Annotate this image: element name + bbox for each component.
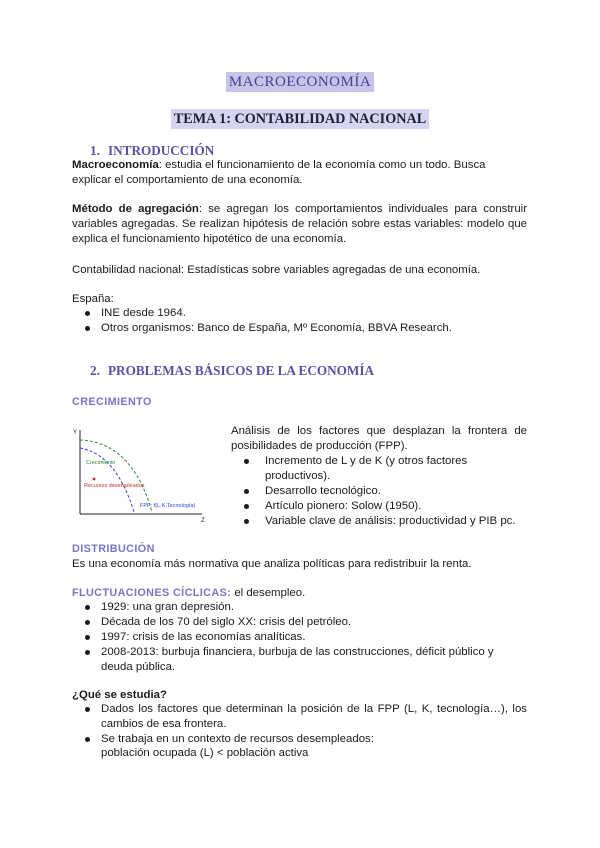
contabilidad-nacional-text: Contabilidad nacional: Estadísticas sobre variables agregadas de una economía.: [72, 264, 481, 276]
list-item: Década de los 70 del siglo XX: crisis del petróleo.: [72, 615, 527, 630]
section-2-heading: 2. PROBLEMAS BÁSICOS DE LA ECONOMÍA: [90, 363, 374, 378]
x-axis-label: Z: [201, 518, 205, 524]
distribucion-text: Es una economía más normativa que analiza políticas para redistribuir la renta.: [72, 558, 472, 570]
list-item: Desarrollo tecnológico.: [231, 484, 527, 499]
crecimiento-intro: Análisis de los factores que desplazan la frontera de posibilidades de producción (FPP).: [231, 425, 527, 452]
crecimiento-heading: CRECIMIENTO: [72, 396, 152, 408]
fpp-function-label: FPP: f(L,K,Tecnología): [140, 503, 196, 509]
list-item: INE desde 1964.: [72, 306, 527, 321]
macroeconomia-definition: Macroeconomía: estudia el funcionamiento de la economía como un todo. Busca explicar el comportamiento de una economía.: [72, 159, 486, 186]
document-title: MACROECONOMÍA: [0, 72, 600, 92]
y-axis-label: Y: [73, 430, 78, 436]
list-item: 1929: una gran depresión.: [72, 600, 527, 615]
list-item: Artículo pionero: Solow (1950).: [231, 499, 527, 514]
topic-title: TEMA 1: CONTABILIDAD NACIONAL: [0, 109, 600, 129]
list-item: Se trabaja en un contexto de recursos desempleados:: [72, 732, 527, 747]
unemployed-point: [93, 478, 96, 481]
que-estudia-heading: ¿Qué se estudia?: [72, 689, 167, 701]
list-item: 2008-2013: burbuja financiera, burbuja de las construcciones, déficit público y deuda pública.: [72, 645, 527, 675]
espana-label: España:: [72, 293, 114, 305]
fluctuaciones-list: [72, 600, 527, 675]
crecimiento-list: [231, 454, 527, 529]
espana-list: [72, 306, 527, 336]
growth-curve-label: Crecimiento: [86, 460, 116, 466]
distribucion-heading: DISTRIBUCIÓN: [72, 543, 155, 555]
fluctuaciones-heading-line: FLUCTUACIONES CÍCLICAS: el desempleo.: [72, 587, 306, 599]
list-item: Variable clave de análisis: productividad y PIB pc.: [231, 514, 527, 529]
agregacion-definition: Método de agregación: se agregan los comportamientos individuales para construir variables agregadas. Se realizan hipótesis de relación sobre estas variables: modelo que explica el funcionamiento hipotético de una economía.: [72, 203, 527, 245]
list-item: Incremento de L y de K (y otros factores productivos).: [231, 454, 527, 484]
fpp-inner-curve: [80, 448, 134, 512]
que-estudia-list: [72, 702, 527, 747]
section-1-heading: 1. INTRODUCCIÓN: [90, 143, 215, 158]
list-item: Otros organismos: Banco de España, Mº Economía, BBVA Research.: [72, 321, 527, 336]
list-item: 1997: crisis de las economías analíticas.: [72, 630, 527, 645]
unemployed-point-label: Recursos desempleados: [84, 483, 145, 489]
fluctuaciones-heading: FLUCTUACIONES CÍCLICAS:: [72, 587, 232, 599]
fpp-chart: [72, 426, 228, 526]
list-item: Dados los factores que determinan la posición de la FPP (L, K, tecnología…), los cambios de esa frontera.: [72, 702, 527, 732]
poblacion-inequality: población ocupada (L) < población activa: [101, 747, 309, 759]
